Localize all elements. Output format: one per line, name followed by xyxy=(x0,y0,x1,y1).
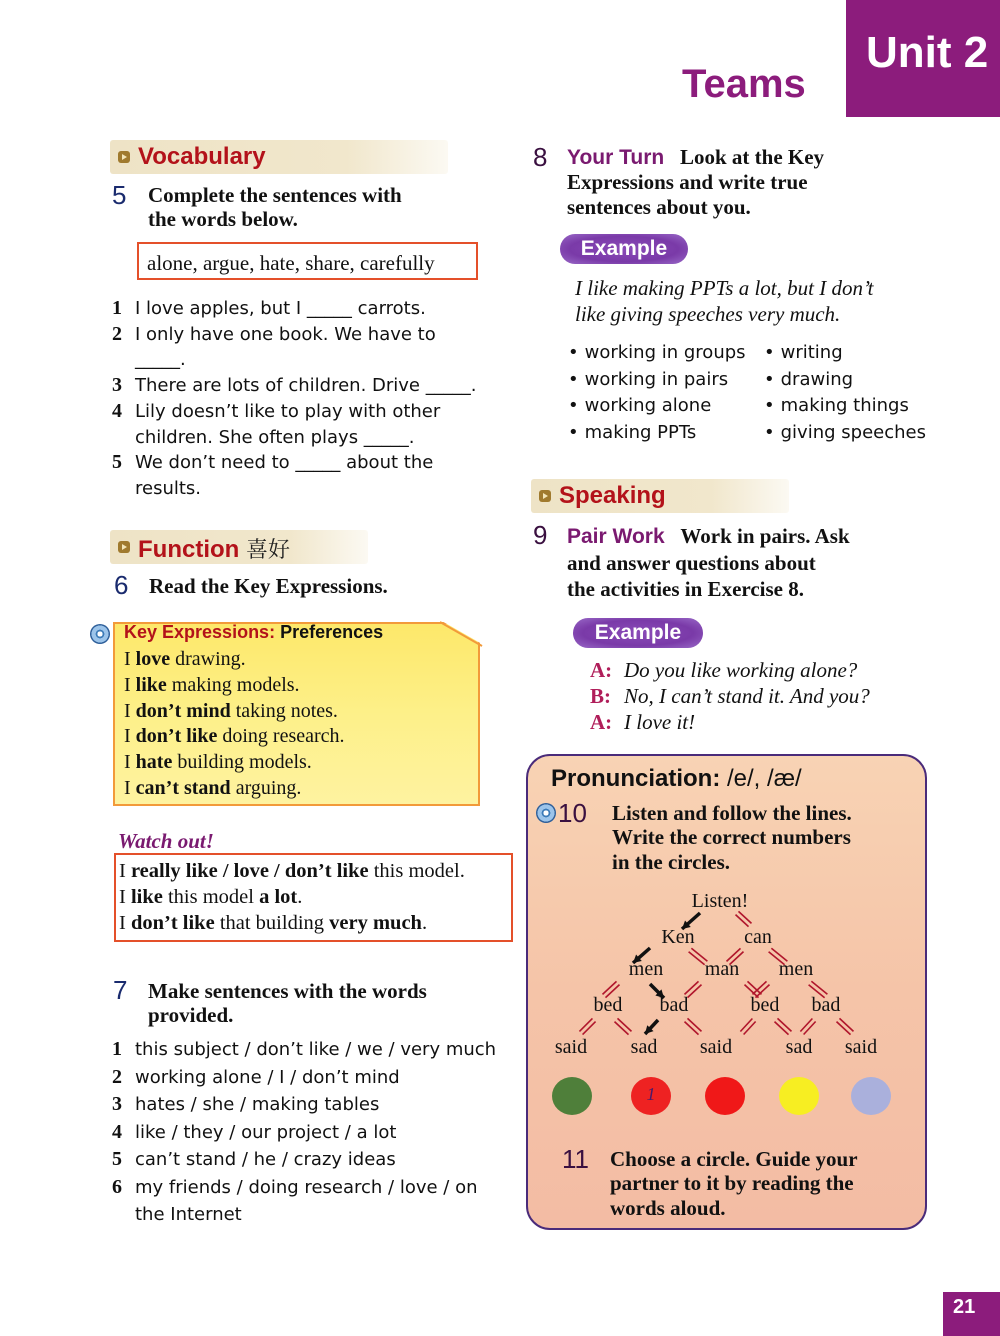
instruction-line: Make sentences with the words xyxy=(148,979,427,1003)
tree-branch-line xyxy=(583,1022,596,1035)
exercise-instruction: Read the Key Expressions. xyxy=(149,574,388,598)
item-number: 5 xyxy=(112,451,122,474)
section-label: Speaking xyxy=(559,482,666,509)
list-item xyxy=(112,1119,512,1147)
dialog-text: No, I can’t stand it. And you? xyxy=(624,684,870,708)
item-number: 2 xyxy=(112,1065,122,1088)
list-item xyxy=(112,450,512,476)
tree-word: can xyxy=(744,926,772,948)
dialog-text: I love it! xyxy=(624,710,696,734)
instruction-line: Write the correct numbers xyxy=(612,825,851,849)
list-item xyxy=(112,296,512,322)
tree-word: bed xyxy=(750,994,780,1016)
tree-word: men xyxy=(628,958,664,980)
tree-word: said xyxy=(699,1036,733,1058)
tree-word: bad xyxy=(811,994,841,1016)
section-label-cn: 喜好 xyxy=(245,538,290,563)
list-item xyxy=(112,476,512,502)
item-number: 2 xyxy=(112,322,122,345)
key-expressions-lines xyxy=(124,647,345,802)
exercise-number: 7 xyxy=(113,975,128,1005)
circle-number: 1 xyxy=(646,1084,656,1104)
item-text: I love apples, but I _____ carrots. xyxy=(135,298,426,319)
example-dialog xyxy=(590,657,870,735)
audio-cd-icon[interactable] xyxy=(90,624,110,644)
unit-label: Unit 2 xyxy=(866,28,989,77)
exercise-number: 11 xyxy=(562,1144,589,1174)
item-number: 3 xyxy=(112,374,122,397)
tree-branch-line xyxy=(615,1022,629,1035)
tree-branch-line xyxy=(804,1021,816,1034)
example-badge xyxy=(560,234,688,264)
section-header-speaking xyxy=(531,479,789,513)
key-title-plain: Preferences xyxy=(280,622,384,642)
tree-branch-line xyxy=(617,1018,631,1031)
item-text: hates / she / making tables xyxy=(135,1094,380,1115)
tree-branch-line xyxy=(579,1018,592,1031)
activity-item: • writing xyxy=(764,340,926,367)
tree-branch-line xyxy=(740,1019,752,1032)
tree-branch-line xyxy=(687,1018,701,1031)
list-item xyxy=(112,1091,512,1119)
list-item xyxy=(112,1064,512,1092)
item-number: 4 xyxy=(112,1120,122,1143)
tree-branch-line xyxy=(809,985,825,998)
activity-item: • making things xyxy=(764,393,926,420)
key-expression-line: I hate building models. xyxy=(124,751,312,774)
list-item xyxy=(112,347,512,373)
dialog-line xyxy=(590,657,870,683)
exercise-number: 5 xyxy=(112,180,127,210)
tree-word: Listen! xyxy=(691,890,749,912)
section-label: Vocabulary xyxy=(138,143,266,170)
speaker-label: A: xyxy=(590,710,613,734)
dialog-line xyxy=(590,683,870,709)
exercise-instruction xyxy=(612,801,852,874)
tree-branch-line xyxy=(687,985,701,998)
tree-branch-line xyxy=(685,1022,699,1035)
instruction-line: words aloud. xyxy=(610,1196,726,1220)
key-expressions-title xyxy=(124,622,383,643)
item-text: this subject / don’t like / we / very much xyxy=(135,1039,497,1060)
play-icon xyxy=(539,490,551,502)
list-item xyxy=(112,425,512,451)
instruction-line: Choose a circle. Guide your xyxy=(610,1147,858,1171)
tree-word: men xyxy=(778,958,814,980)
instruction-line: partner to it by reading the xyxy=(610,1171,854,1195)
audio-cd-icon[interactable] xyxy=(536,803,556,823)
list-item xyxy=(112,399,512,425)
item-number: 1 xyxy=(112,297,122,319)
item-text: results. xyxy=(135,477,202,499)
tree-branch-line xyxy=(771,948,787,961)
instruction-line: sentences about you. xyxy=(567,195,751,219)
instruction-line: the words below. xyxy=(148,207,298,231)
tree-branch-line xyxy=(800,1019,812,1032)
tree-branch-line xyxy=(775,1022,789,1035)
tree-word: said xyxy=(554,1036,588,1058)
tree-branch-line xyxy=(777,1018,791,1031)
tree-branch-line xyxy=(839,1018,853,1031)
example-badge xyxy=(573,618,703,648)
activity-item: • giving speeches xyxy=(764,420,926,447)
word-box-text: alone, argue, hate, share, carefully xyxy=(147,251,435,275)
instruction-line: provided. xyxy=(148,1003,234,1027)
instruction-line: Complete the sentences with xyxy=(148,183,402,207)
key-expression-line: I don’t like doing research. xyxy=(124,725,345,748)
tree-word: man xyxy=(704,958,740,980)
instruction-line: the activities in Exercise 8. xyxy=(567,577,804,601)
item-number: 1 xyxy=(112,1038,122,1060)
speaker-label: A: xyxy=(590,658,613,682)
tree-word: sad xyxy=(785,1036,813,1058)
activities-column xyxy=(568,340,746,446)
item-text: I only have one book. We have to xyxy=(135,323,436,345)
watch-out-lines xyxy=(119,858,465,936)
section-header-function xyxy=(110,530,368,564)
tree-branch-line xyxy=(727,948,741,961)
list-item xyxy=(112,1174,512,1202)
activity-item: • drawing xyxy=(764,367,926,394)
exercise-instruction xyxy=(567,145,824,219)
tree-branch-line xyxy=(729,952,743,965)
list-item xyxy=(112,1146,512,1174)
dialog-text: Do you like working alone? xyxy=(624,658,858,682)
exercise-number: 9 xyxy=(533,520,548,550)
exercise-number: 8 xyxy=(533,142,548,172)
tree-word: bed xyxy=(593,994,623,1016)
vocabulary-items xyxy=(112,296,512,502)
tree-branch-line xyxy=(689,952,705,965)
item-text: There are lots of children. Drive _____. xyxy=(135,375,477,397)
item-text: working alone / I / don’t mind xyxy=(135,1066,400,1088)
exercise-instruction xyxy=(148,183,402,231)
list-item xyxy=(112,1036,512,1064)
example-label: Example xyxy=(594,621,682,644)
section-label-en: Function xyxy=(138,536,240,563)
activity-item: • making PPTs xyxy=(568,420,746,447)
section-label xyxy=(138,533,290,564)
item-text: my friends / doing research / love / on xyxy=(135,1176,478,1198)
item-text: can’t stand / he / crazy ideas xyxy=(135,1149,396,1170)
tree-word: Ken xyxy=(661,926,695,948)
key-expression-line: I can’t stand arguing. xyxy=(124,776,302,799)
example-text: I like making PPTs a lot, but I don’t like giving speeches very much. xyxy=(575,276,874,326)
instruction-line: Pair Work Work in pairs. Ask xyxy=(567,524,850,548)
item-number: 5 xyxy=(112,1148,122,1170)
exercise-number: 10 xyxy=(558,798,587,828)
tree-branch-line xyxy=(811,981,827,994)
pronunciation-title xyxy=(551,765,802,793)
watch-out-line: I like this model a lot. xyxy=(119,886,303,908)
key-expression-line: I love drawing. xyxy=(124,648,246,670)
tree-word: bad xyxy=(659,994,689,1016)
instruction-line: in the circles. xyxy=(612,850,731,874)
watch-out-line: I don’t like that building very much. xyxy=(119,912,428,934)
tree-branch-line xyxy=(691,948,707,961)
list-item xyxy=(112,322,512,348)
tree-word: sad xyxy=(630,1036,658,1058)
example-label: Example xyxy=(580,237,668,260)
exercise-number: 6 xyxy=(114,570,129,600)
tree-word: said xyxy=(844,1036,878,1058)
tree-branch-line xyxy=(769,952,785,965)
item-text: the Internet xyxy=(135,1204,242,1225)
tree-branch-line xyxy=(736,915,749,927)
exercise-instruction xyxy=(567,523,850,602)
instruction-line: Your Turn Look at the Key xyxy=(567,145,825,169)
activity-item: • working in pairs xyxy=(568,367,746,394)
page-number: 21 xyxy=(953,1296,976,1318)
list-item xyxy=(112,373,512,399)
key-expression-line: I don’t mind taking notes. xyxy=(124,699,338,722)
tree-branch-line xyxy=(603,981,617,994)
tree-branch-line xyxy=(685,981,699,994)
pronunciation-symbols: /e/, /æ/ xyxy=(727,765,802,792)
section-header-vocabulary xyxy=(110,140,448,174)
dialog-line xyxy=(590,709,870,735)
item-number: 3 xyxy=(112,1093,122,1115)
exercise-tag: Pair Work xyxy=(567,525,665,548)
item-text: Lily doesn’t like to play with other xyxy=(135,400,441,422)
unit-title: Teams xyxy=(682,62,806,106)
tree-branch-line xyxy=(837,1022,851,1035)
instruction-line: and answer questions about xyxy=(567,551,816,575)
play-icon xyxy=(118,151,130,163)
list-item xyxy=(112,1201,512,1229)
key-expression-line: I like making models. xyxy=(124,673,300,696)
activities-column xyxy=(764,340,926,446)
key-title-colored: Key Expressions: xyxy=(124,622,276,642)
exercise-instruction xyxy=(610,1147,858,1220)
watch-out-line: I really like / love / don’t like this model. xyxy=(119,860,465,882)
key-box-corner-line xyxy=(438,620,484,648)
activity-item: • working in groups xyxy=(568,340,746,367)
speaker-label: B: xyxy=(590,684,611,708)
word-tree-lines xyxy=(526,880,926,1070)
instruction-line: Listen and follow the lines. xyxy=(612,801,852,825)
item-text: We don’t need to _____ about the xyxy=(135,452,434,474)
item-number: 4 xyxy=(112,399,122,422)
word-box xyxy=(137,242,478,280)
activity-item: • working alone xyxy=(568,393,746,420)
tree-branch-line xyxy=(744,1021,756,1034)
watch-out-title: Watch out! xyxy=(118,829,214,853)
exercise-tag: Your Turn xyxy=(567,146,665,169)
item-text: children. She often plays _____. xyxy=(135,426,415,448)
item-text: like / they / our project / a lot xyxy=(135,1121,397,1143)
pronunciation-label: Pronunciation: xyxy=(551,765,721,792)
tree-branch-line xyxy=(605,985,619,998)
instruction-line: Expressions and write true xyxy=(567,170,808,194)
item-number: 6 xyxy=(112,1175,122,1198)
exercise7-items xyxy=(112,1036,512,1229)
tree-branch-line xyxy=(738,911,751,923)
play-icon xyxy=(118,541,130,553)
item-text: _____. xyxy=(135,349,186,371)
exercise-instruction xyxy=(148,979,427,1027)
